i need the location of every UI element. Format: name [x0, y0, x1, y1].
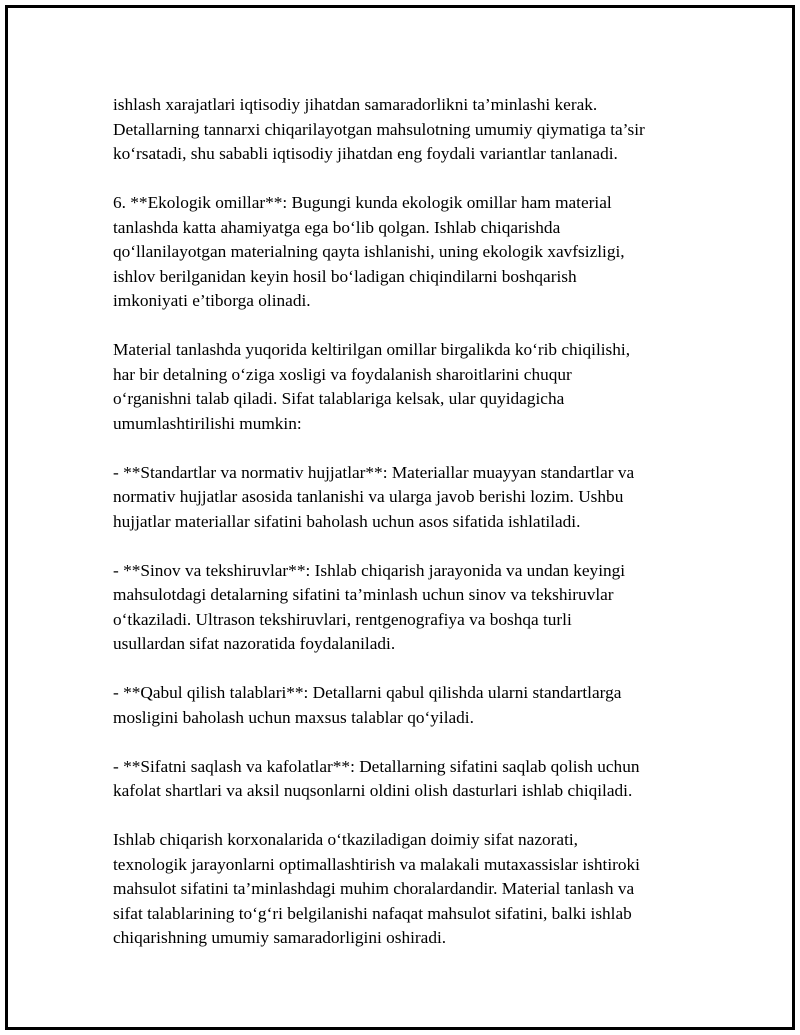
text-line: ishlov berilganidan keyin hosil bo‘ladigan chiqindilarni boshqarish: [113, 266, 577, 286]
list-item-warranty: [113, 755, 703, 804]
text-line: chiqarishning umumiy samaradorligini oshiradi.: [113, 928, 447, 947]
text-line: kafolat shartlari va aksil nuqsonlarni oldini olish dasturlari ishlab chiqiladi.: [113, 781, 633, 800]
text-line: imkoniyati e’tiborga olinadi.: [113, 291, 311, 310]
text-line: o‘tkaziladi. Ultrason tekshiruvlari, rentgenografiya va boshqa turli: [113, 609, 572, 629]
text-line: usullardan sifat nazoratida foydalaniladi.: [113, 634, 396, 653]
text-line: har bir detalning o‘ziga xosligi va foydalanish sharoitlarini chuqur: [113, 364, 572, 384]
text-line: Material tanlashda yuqorida keltirilgan omillar birgalikda ko‘rib chiqilishi,: [113, 340, 631, 359]
text-line: normativ hujjatlar asosida tanlanishi va ularga javob berishi lozim. Ushbu: [113, 487, 624, 506]
text-line: o‘rganishni talab qiladi. Sifat talablariga kelsak, ular quyidagicha: [113, 389, 565, 408]
text-line: mosligini baholash uchun maxsus talablar qo‘yiladi.: [113, 707, 474, 727]
text-line: - **Qabul qilish talablari**: Detallarni qabul qilishda ularni standartlarga: [113, 683, 622, 702]
paragraph-ecological-factors: [113, 191, 703, 314]
document-body: [113, 93, 703, 975]
text-line: Ishlab chiqarish korxonalarida o‘tkaziladigan doimiy sifat nazorati,: [113, 830, 578, 849]
text-line: ko‘rsatadi, shu sababli iqtisodiy jihatdan eng foydali variantlar tanlanadi.: [113, 144, 618, 163]
text-line: sifat talablarining to‘g‘ri belgilanishi nafaqat mahsulot sifatini, balki ishlab: [113, 903, 632, 923]
text-line: umumlashtirilishi mumkin:: [113, 413, 302, 433]
text-line: Detallarning tannarxi chiqarilayotgan mahsulotning umumiy qiymatiga ta’sir: [113, 119, 645, 139]
text-line: - **Sifatni saqlash va kafolatlar**: Detallarning sifatini saqlab qolish uchun: [113, 756, 640, 776]
text-line: texnologik jarayonlarni optimallashtirish va malakali mutaxassislar ishtiroki: [113, 854, 640, 874]
list-item-standards: [113, 461, 703, 535]
text-line: tanlashda katta ahamiyatga ega bo‘lib qolgan. Ishlab chiqarishda: [113, 217, 561, 237]
text-line: hujjatlar materiallar sifatini baholash uchun asos sifatida ishlatiladi.: [113, 511, 581, 531]
text-line: qo‘llanilayotgan materialning qayta ishlanishi, uning ekologik xavfsizligi,: [113, 242, 625, 261]
text-line: ishlash xarajatlari iqtisodiy jihatdan samaradorlikni ta’minlashi kerak.: [113, 95, 598, 114]
list-item-testing: [113, 559, 703, 657]
text-line: mahsulotdagi detalarning sifatini ta’minlash uchun sinov va tekshiruvlar: [113, 585, 614, 604]
text-line: - **Standartlar va normativ hujjatlar**: Materiallar muayyan standartlar va: [113, 462, 635, 482]
text-line: - **Sinov va tekshiruvlar**: Ishlab chiqarish jarayonida va undan keyingi: [113, 560, 626, 580]
paragraph-conclusion: [113, 828, 703, 951]
text-line: mahsulot sifatini ta’minlashdagi muhim choralardandir. Material tanlash va: [113, 879, 635, 898]
list-item-acceptance: [113, 681, 703, 730]
paragraph-cost-continuation: [113, 93, 703, 167]
text-line: 6. **Ekologik omillar**: Bugungi kunda ekologik omillar ham material: [113, 193, 612, 212]
paragraph-material-selection-summary: [113, 338, 703, 436]
